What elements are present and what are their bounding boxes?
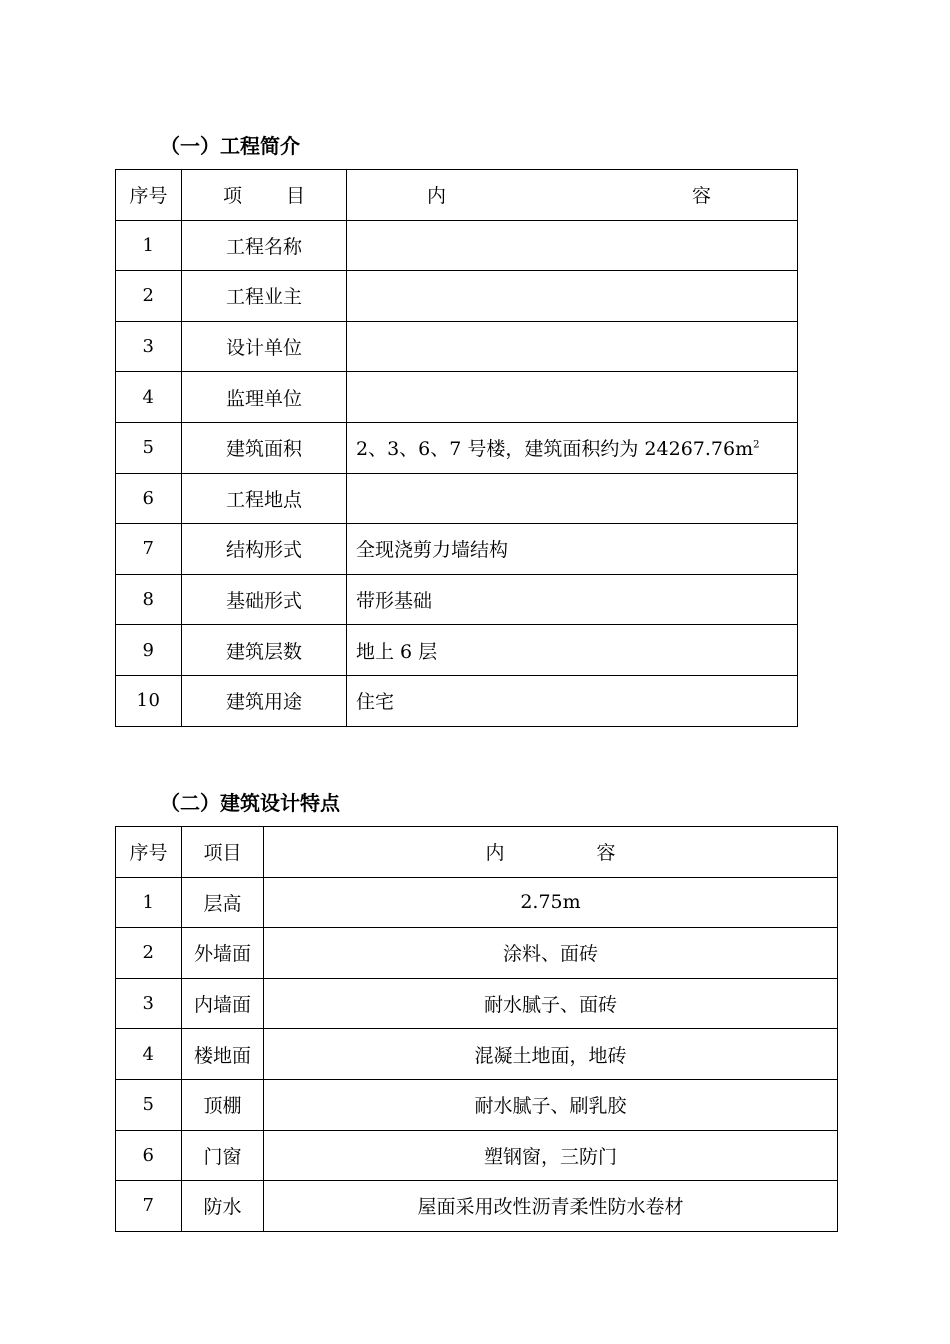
table-row — [116, 524, 798, 575]
row-content — [347, 675, 798, 726]
row-no: 7 — [116, 524, 182, 575]
table-row — [116, 271, 798, 322]
table-row — [116, 928, 838, 979]
table-row — [116, 978, 838, 1029]
header-no: 序号 — [116, 170, 182, 221]
table-header-row — [116, 827, 838, 878]
row-no: 9 — [116, 625, 182, 676]
table-row — [116, 1029, 838, 1080]
row-item: 楼地面 — [182, 1029, 264, 1080]
row-no: 7 — [116, 1181, 182, 1232]
row-no: 2 — [116, 271, 182, 322]
table-row — [116, 625, 798, 676]
row-content — [347, 524, 798, 575]
row-content: 涂料、面砖 — [264, 928, 838, 979]
table-row — [116, 877, 838, 928]
header-content-char-b: 容 — [596, 842, 616, 865]
header-content-char-a: 内 — [485, 842, 505, 865]
row-content-text: 地上 6 层 — [356, 640, 438, 663]
row-no: 6 — [116, 473, 182, 524]
header-item: 项目 — [182, 827, 264, 878]
row-content — [347, 220, 798, 271]
row-content — [347, 625, 798, 676]
row-content: 耐水腻子、面砖 — [264, 978, 838, 1029]
row-item: 建筑层数 — [182, 625, 347, 676]
section-title-overview: （一）工程简介 — [160, 134, 300, 158]
row-content: 2.75m — [264, 877, 838, 928]
table-row — [116, 1181, 838, 1232]
row-content — [347, 321, 798, 372]
row-item: 外墙面 — [182, 928, 264, 979]
table-row — [116, 1079, 838, 1130]
row-content: 耐水腻子、刷乳胶 — [264, 1079, 838, 1130]
row-item: 基础形式 — [182, 574, 347, 625]
row-item: 建筑用途 — [182, 675, 347, 726]
header-content-char-a: 内 — [427, 185, 447, 208]
section-title-design-features: （二）建筑设计特点 — [160, 791, 340, 815]
header-item — [182, 170, 347, 221]
header-item-char-b: 目 — [286, 185, 306, 208]
row-content-superscript: 2 — [753, 439, 760, 451]
row-item: 设计单位 — [182, 321, 347, 372]
row-item: 层高 — [182, 877, 264, 928]
row-content: 屋面采用改性沥青柔性防水卷材 — [264, 1181, 838, 1232]
row-no: 3 — [116, 978, 182, 1029]
row-content-text: 住宅 — [356, 691, 395, 714]
row-content — [347, 422, 798, 473]
row-no: 6 — [116, 1130, 182, 1181]
header-item-char-a: 项 — [222, 185, 242, 208]
row-content — [347, 271, 798, 322]
row-no: 4 — [116, 1029, 182, 1080]
row-item: 建筑面积 — [182, 422, 347, 473]
design-features-table — [115, 826, 838, 1232]
row-content: 塑钢窗，三防门 — [264, 1130, 838, 1181]
table-header-row — [116, 170, 798, 221]
row-item: 工程地点 — [182, 473, 347, 524]
row-no: 2 — [116, 928, 182, 979]
row-content: 混凝土地面，地砖 — [264, 1029, 838, 1080]
row-item: 监理单位 — [182, 372, 347, 423]
header-no: 序号 — [116, 827, 182, 878]
row-item: 内墙面 — [182, 978, 264, 1029]
table-row — [116, 473, 798, 524]
row-content-text: 全现浇剪力墙结构 — [356, 539, 509, 562]
row-item: 顶棚 — [182, 1079, 264, 1130]
table-row — [116, 1130, 838, 1181]
table-row — [116, 675, 798, 726]
table-row — [116, 321, 798, 372]
header-content — [264, 827, 838, 878]
row-item: 工程名称 — [182, 220, 347, 271]
row-content — [347, 372, 798, 423]
row-item: 工程业主 — [182, 271, 347, 322]
row-item: 防水 — [182, 1181, 264, 1232]
row-no: 5 — [116, 422, 182, 473]
header-content — [347, 170, 798, 221]
row-no: 1 — [116, 877, 182, 928]
row-content-text: 带形基础 — [356, 590, 433, 613]
row-content — [347, 574, 798, 625]
row-no: 8 — [116, 574, 182, 625]
row-no: 4 — [116, 372, 182, 423]
table-row — [116, 220, 798, 271]
row-item: 门窗 — [182, 1130, 264, 1181]
row-no: 3 — [116, 321, 182, 372]
table-row — [116, 574, 798, 625]
row-no: 10 — [116, 675, 182, 726]
header-content-char-b: 容 — [692, 185, 712, 208]
row-item: 结构形式 — [182, 524, 347, 575]
row-content — [347, 473, 798, 524]
row-no: 5 — [116, 1079, 182, 1130]
row-content-text: 2、3、6、7 号楼，建筑面积约为 24267.76m — [356, 438, 754, 461]
row-no: 1 — [116, 220, 182, 271]
table-row — [116, 422, 798, 473]
table-row — [116, 372, 798, 423]
project-overview-table — [115, 169, 798, 727]
